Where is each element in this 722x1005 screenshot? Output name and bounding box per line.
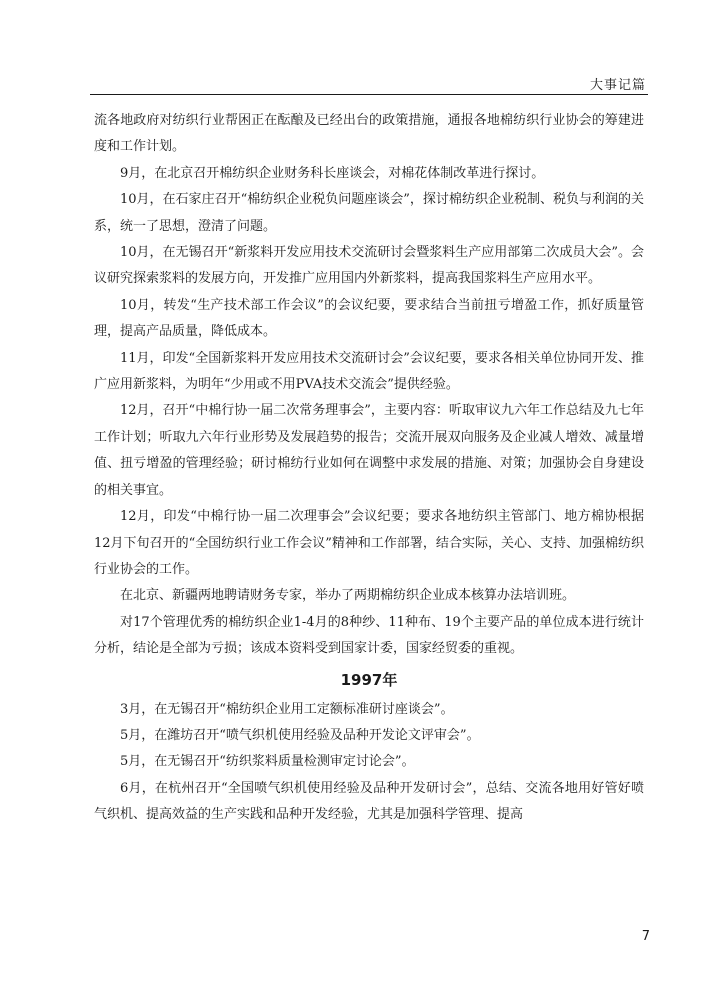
paragraph: 10月，在石家庄召开“棉纺织企业税负问题座谈会”，探讨棉纺织企业税制、税负与利润的关系，统一了思想，澄清了问题。 — [94, 192, 644, 234]
running-header: 大事记篇 — [589, 78, 646, 93]
header-rule — [90, 94, 648, 95]
paragraph: 3月，在无锡召开“棉纺织企业用工定额标准研讨座谈会”。 — [120, 701, 454, 717]
paragraph: 5月，在潍坊召开“喷气织机使用经验及品种开发论文评审会”。 — [120, 727, 480, 743]
year-heading: 1997年 — [340, 670, 398, 689]
paragraph: 12月，印发“中棉行协一届二次理事会”会议纪要；要求各地纺织主管部门、地方棉协根据12月下旬召开的“全国纺织行业工作会议”精神和工作部署，结合实际，关心、支持、加强棉纺织行业协会的工作。 — [94, 509, 644, 577]
paragraph: 在北京、新疆两地聘请财务专家，举办了两期棉纺织企业成本核算办法培训班。 — [120, 588, 576, 604]
paragraph: 12月，召开“中棉行协一届二次常务理事会”，主要内容：听取审议九六年工作总结及九七年工作计划；听取九六年行业形势及发展趋势的报告；交流开展双向服务及企业减人增效、减量增值、扭亏增盈的管理经验；研讨棉纺行业如何在调整中求发展的措施、对策；加强协会自身建设的相关事宜。 — [94, 403, 644, 498]
paragraph: 11月，印发“全国新浆料开发应用技术交流研讨会”会议纪要，要求各相关单位协同开发、推广应用新浆料，为明年“少用或不用PVA技术交流会”提供经验。 — [94, 350, 644, 393]
page-number: 7 — [641, 929, 650, 944]
page-body — [94, 108, 644, 829]
paragraph: 10月，在无锡召开“新浆料开发应用技术交流研讨会暨浆料生产应用部第二次成员大会”。会议研究探索浆料的发展方向，开发推广应用国内外新浆料，提高我国浆料生产应用水平。 — [94, 245, 644, 287]
paragraph: 流各地政府对纺织行业帮困正在酝酿及已经出台的政策措施，通报各地棉纺织行业协会的筹建进度和工作计划。 — [94, 113, 644, 155]
paragraph: 6月，在杭州召开“全国喷气织机使用经验及品种开发研讨会”，总结、交流各地用好管好喷气织机、提高效益的生产实践和品种开发经验，尤其是加强科学管理、提高 — [94, 780, 644, 823]
paragraph: 5月，在无锡召开“纺织浆料质量检测审定讨论会”。 — [120, 754, 415, 770]
paragraph: 对17个管理优秀的棉纺织企业1-4月的8种纱、11种布、19个主要产品的单位成本进行统计分析，结论是全部为亏损；该成本资料受到国家计委，国家经贸委的重视。 — [94, 614, 644, 657]
paragraph: 10月，转发“生产技术部工作会议”的会议纪要，要求结合当前扭亏增盈工作，抓好质量管理，提高产品质量，降低成本。 — [94, 297, 644, 340]
paragraph: 9月，在北京召开棉纺织企业财务科长座谈会，对棉花体制改革进行探讨。 — [120, 165, 545, 181]
